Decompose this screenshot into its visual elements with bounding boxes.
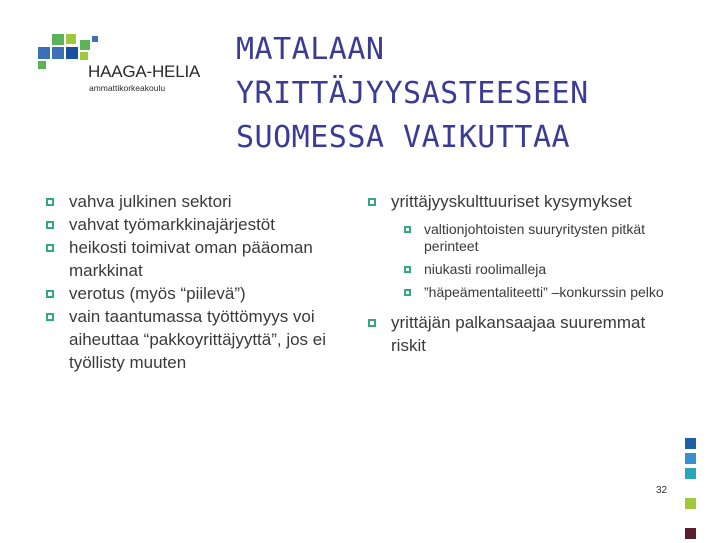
color-block (685, 468, 696, 479)
right-bullet-list (368, 190, 668, 357)
bullet-text: verotus (myös “piilevä”) (69, 284, 246, 303)
bullet-text: vahvat työmarkkinajärjestöt (69, 215, 275, 234)
title-line-2: YRITTÄJYYSASTEESEEN (236, 76, 589, 111)
color-block (685, 438, 696, 449)
bullet-marker-icon (46, 290, 54, 298)
bullet-text: heikosti toimivat oman pääoman markkinat (69, 238, 313, 280)
list-item (46, 190, 342, 213)
sub-bullet-marker-icon (404, 266, 411, 273)
page-number: 32 (656, 485, 668, 496)
logo-name: HAAGA-HELIA (88, 62, 201, 81)
sub-list-item (404, 261, 668, 278)
bullet-text: vain taantumassa työttömyys voi aiheuttaa “pakkoyrittäjyyttä”, jos ei työllisty muuten (69, 307, 327, 372)
bullet-marker-icon (368, 319, 376, 327)
sub-bullet-list (404, 221, 668, 301)
color-block (685, 528, 696, 539)
sub-bullet-marker-icon (404, 226, 411, 233)
color-block (685, 513, 696, 524)
color-block (685, 483, 696, 494)
slide-title (236, 28, 676, 160)
bullet-text: yrittäjän palkansaajaa suuremmat riskit (391, 313, 646, 355)
sub-list-item (404, 221, 668, 255)
sub-list-item (404, 284, 668, 301)
bullet-text: vahva julkinen sektori (69, 192, 232, 211)
color-block (685, 498, 696, 509)
title-line-1: MATALAAN (236, 32, 385, 67)
list-item (368, 190, 668, 213)
title-line-3: SUOMESSA VAIKUTTAA (236, 120, 571, 155)
color-strip-decoration (685, 438, 696, 543)
left-bullet-list (46, 190, 342, 374)
bullet-marker-icon (46, 244, 54, 252)
sub-bullet-text: niukasti roolimalleja (424, 261, 547, 277)
sub-bullet-text: valtionjohtoisten suuryritysten pitkät perinteet (424, 221, 645, 254)
sub-bullet-marker-icon (404, 289, 411, 296)
sub-bullet-text: ”häpeämentaliteetti” –konkurssin pelko (424, 284, 664, 300)
list-item (368, 311, 668, 357)
bullet-marker-icon (368, 198, 376, 206)
bullet-marker-icon (46, 221, 54, 229)
color-block (685, 453, 696, 464)
bullet-text: yrittäjyyskulttuuriset kysymykset (391, 192, 632, 211)
list-item (46, 236, 342, 282)
list-item (46, 213, 342, 236)
list-item (46, 282, 342, 305)
bullet-marker-icon (46, 198, 54, 206)
haaga-helia-logo (38, 34, 201, 98)
list-item (46, 305, 342, 374)
logo-subtitle: ammattikorkeakoulu (89, 83, 166, 93)
bullet-marker-icon (46, 313, 54, 321)
